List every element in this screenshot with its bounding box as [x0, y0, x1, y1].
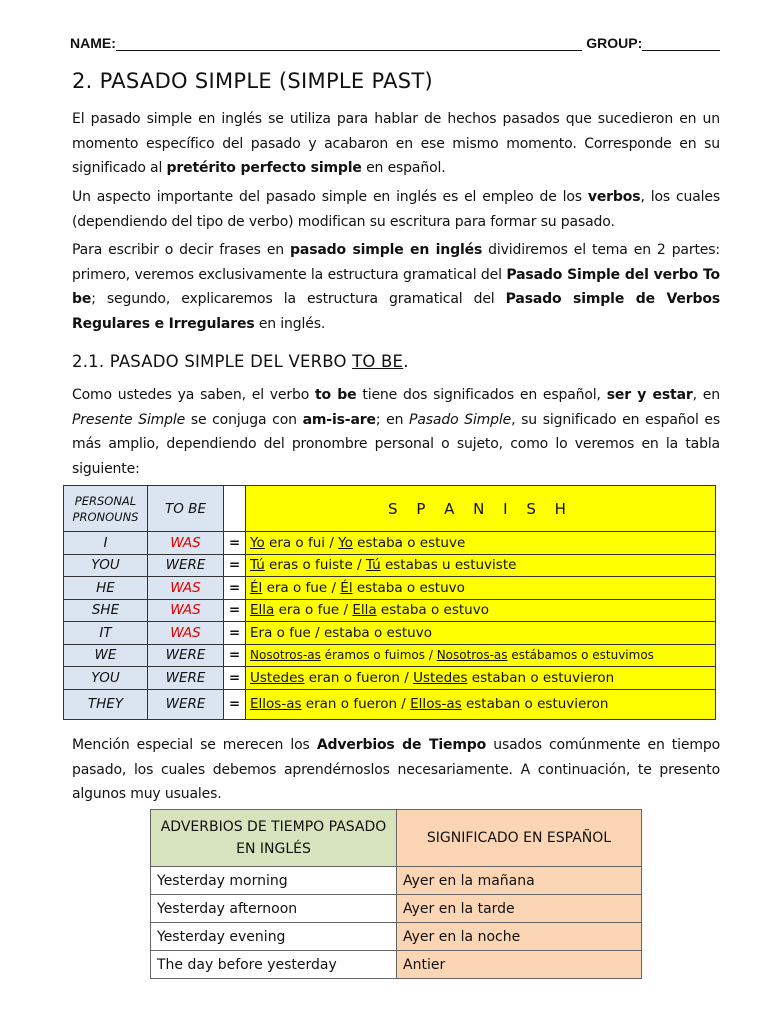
spanish-meaning-fragment: Ellos-as: [250, 696, 302, 712]
spanish-meaning-fragment: Nosotros-as: [436, 648, 508, 663]
spanish-meaning-fragment: estábamos o estuvimos: [507, 648, 654, 663]
spanish-meaning-fragment: eran o fueron /: [301, 696, 411, 712]
equals-cell: =: [224, 532, 246, 555]
adverbs-header-english: ADVERBIOS DE TIEMPO PASADO EN INGLÉS: [151, 810, 397, 867]
to-be-row: [64, 599, 716, 622]
to-be-row: [64, 644, 716, 667]
adverbs-intro-paragraph: Mención especial se merecen los Adverbios de Tiempo usados comúnmente en tiempo pasado, los cuales debemos aprendérnoslos necesariamente. A continuación, te presento algunos muy usuales.: [72, 737, 720, 802]
spanish-meaning-fragment: Yo: [338, 534, 353, 551]
spanish-meaning-fragment: Ella: [352, 602, 377, 619]
spanish-meaning-fragment: Ella: [250, 602, 275, 619]
spanish-meaning-cell: [246, 599, 716, 622]
spanish-meaning-fragment: estaba o estuvo: [352, 579, 465, 596]
spanish-meaning-cell: [246, 644, 716, 667]
equals-cell: =: [224, 599, 246, 622]
spanish-meaning-cell: [246, 622, 716, 645]
header-line: [70, 35, 720, 51]
page-title: 2. PASADO SIMPLE (SIMPLE PAST): [72, 69, 433, 93]
header-personal-pronouns: PERSONAL PRONOUNS: [64, 486, 148, 532]
adverb-spanish-cell: Antier: [397, 951, 642, 979]
spanish-meaning-fragment: estabas u estuviste: [380, 557, 517, 574]
spanish-meaning-fragment: Era o fue / estaba o estuvo: [250, 624, 432, 641]
spanish-meaning-fragment: Ustedes: [413, 669, 468, 686]
pronoun-cell: WE: [64, 644, 148, 667]
intro-paragraph-1: El pasado simple en inglés se utiliza para hablar de hechos pasados que sucedieron en un momento específico del pasado y acabaron en ese mismo momento. Corresponde en su significado al pretérito perfecto simple en español.: [72, 111, 720, 176]
adverb-english-cell: Yesterday afternoon: [151, 895, 397, 923]
spanish-meaning-fragment: era o fue /: [262, 579, 341, 596]
verb-cell: WERE: [148, 667, 224, 690]
to-be-row: [64, 577, 716, 600]
spanish-meaning-fragment: éramos o fuimos /: [320, 648, 437, 663]
spanish-meaning-fragment: eran o fueron /: [304, 669, 414, 686]
name-blank[interactable]: [116, 37, 582, 51]
section-title: 2.1. PASADO SIMPLE DEL VERBO TO BE.: [72, 352, 409, 371]
spanish-meaning-fragment: Nosotros-as: [250, 648, 321, 663]
header-to-be: TO BE: [148, 486, 224, 532]
verb-cell: WERE: [148, 689, 224, 719]
spanish-meaning-fragment: Ustedes: [250, 669, 305, 686]
verb-cell: WAS: [148, 599, 224, 622]
adverb-spanish-cell: Ayer en la tarde: [397, 895, 642, 923]
adverb-english-cell: Yesterday evening: [151, 923, 397, 951]
to-be-row: [64, 622, 716, 645]
spanish-meaning-cell: [246, 554, 716, 577]
intro-paragraph-3: Para escribir o decir frases en pasado simple en inglés dividiremos el tema en 2 partes: primero, veremos exclusivamente la estructura gramatical del Pasado Simple del verbo To be; segundo, explicaremos la estructura gramatical del Pasado simple de Verbos Regulares e Irregulares en inglés.: [72, 242, 720, 332]
to-be-table: [63, 485, 716, 720]
adverb-row: [151, 867, 642, 895]
verb-cell: WERE: [148, 554, 224, 577]
equals-cell: =: [224, 554, 246, 577]
spanish-meaning-fragment: Ellos-as: [410, 696, 462, 712]
spanish-meaning-fragment: estaba o estuvo: [376, 602, 489, 619]
adverb-english-cell: Yesterday morning: [151, 867, 397, 895]
to-be-row: [64, 554, 716, 577]
pronoun-cell: THEY: [64, 689, 148, 719]
equals-cell: =: [224, 667, 246, 690]
spanish-meaning-fragment: estaban o estuvieron: [461, 696, 609, 712]
spanish-meaning-fragment: Yo: [250, 534, 265, 551]
group-blank[interactable]: [642, 37, 720, 51]
adverb-spanish-cell: Ayer en la noche: [397, 923, 642, 951]
spanish-meaning-cell: [246, 667, 716, 690]
spanish-meaning-cell: [246, 532, 716, 555]
verb-cell: WERE: [148, 644, 224, 667]
header-spanish: S P A N I S H: [246, 486, 716, 532]
adverbs-table: [150, 809, 642, 979]
header-equals-blank: [224, 486, 246, 532]
spanish-meaning-fragment: Tú: [365, 557, 381, 574]
adverb-row: [151, 923, 642, 951]
equals-cell: =: [224, 577, 246, 600]
equals-cell: =: [224, 622, 246, 645]
pronoun-cell: YOU: [64, 554, 148, 577]
spanish-meaning-fragment: Tú: [250, 557, 265, 574]
to-be-row: [64, 667, 716, 690]
pronoun-cell: HE: [64, 577, 148, 600]
to-be-row: [64, 532, 716, 555]
pronoun-cell: YOU: [64, 667, 148, 690]
adverb-row: [151, 895, 642, 923]
to-be-row: [64, 689, 716, 719]
adverb-row: [151, 951, 642, 979]
spanish-meaning-fragment: estaba o estuve: [352, 534, 466, 551]
equals-cell: =: [224, 689, 246, 719]
verb-cell: WAS: [148, 622, 224, 645]
spanish-meaning-fragment: estaban o estuvieron: [467, 669, 615, 686]
spanish-meaning-fragment: era o fui /: [264, 534, 339, 551]
spanish-meaning-fragment: Él: [340, 579, 353, 596]
adverb-english-cell: The day before yesterday: [151, 951, 397, 979]
spanish-meaning-cell: [246, 689, 716, 719]
section-paragraph: Como ustedes ya saben, el verbo to be tiene dos significados en español, ser y estar, en Presente Simple se conjuga con am-is-are; en Pasado Simple, su significado en español es más amplio, dependiendo del pronombre personal o sujeto, como lo veremos en la tabla siguiente:: [72, 387, 721, 477]
verb-cell: WAS: [148, 577, 224, 600]
pronoun-cell: I: [64, 532, 148, 555]
name-label: NAME:: [70, 35, 116, 51]
spanish-meaning-fragment: Él: [250, 579, 263, 596]
equals-cell: =: [224, 644, 246, 667]
pronoun-cell: SHE: [64, 599, 148, 622]
verb-cell: WAS: [148, 532, 224, 555]
intro-paragraph-2: Un aspecto importante del pasado simple en inglés es el empleo de los verbos, los cuales (dependiendo del tipo de verbo) modifican su escritura para formar su pasado.: [72, 189, 720, 230]
spanish-meaning-fragment: eras o fuiste /: [264, 557, 366, 574]
pronoun-cell: IT: [64, 622, 148, 645]
group-label: GROUP:: [586, 35, 643, 51]
spanish-meaning-cell: [246, 577, 716, 600]
adverb-spanish-cell: Ayer en la mañana: [397, 867, 642, 895]
spanish-meaning-fragment: era o fue /: [274, 602, 353, 619]
adverbs-header-spanish: SIGNIFICADO EN ESPAÑOL: [397, 810, 642, 867]
